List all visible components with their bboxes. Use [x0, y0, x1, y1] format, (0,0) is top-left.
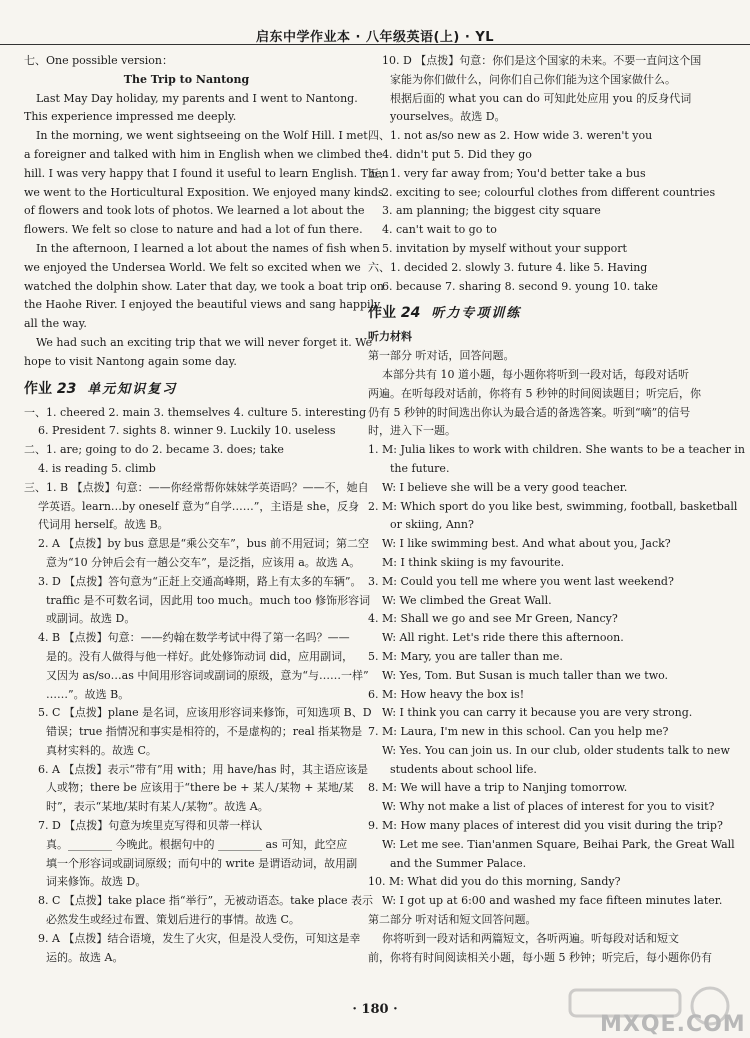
text-line: hope to visit Nantong again some day. [24, 354, 237, 368]
text-line: 真。________ 今晚此。根据句中的 ________ as 可知，此空应 [46, 837, 348, 851]
text-line: W: I believe she will be a very good teacher. [382, 480, 628, 494]
text-line: 学英语。learn…by oneself 意为“自学……”，主语是 she，反身 [38, 499, 360, 513]
text-line: W: All right. Let's ride there this afternoon. [382, 631, 624, 645]
text-line: 5. C 【点拨】plane 是名词，应该用形容词来修饰，可知选项 B、D [38, 706, 372, 720]
text-line: 前，你将有时间阅读相关小题，每小题 5 秒钟；听完后，每小题你仍有 [368, 950, 712, 964]
text-line: 7. D 【点拨】句意为埃里克写得和贝蒂一样认 [38, 819, 263, 833]
text-line: flowers. We felt so close to nature and had a lot of fun there. [24, 223, 363, 237]
text-line: 代词用 herself。故选 B。 [38, 518, 169, 532]
page-number: · 180 · [352, 1002, 398, 1017]
text-line: 是的。没有人做得与他一样好。此处修饰动词 did，应用副词， [46, 649, 354, 663]
text-line: 1. M: Julia likes to work with children. She wants to be a teacher in [368, 443, 745, 457]
text-line: 七、One possible version： [24, 54, 173, 67]
text-line: 时”，表示“某地/某时有某人/某物”。故选 A。 [46, 800, 269, 814]
text-line: W: Let me see. Tian'anmen Square, Beihai Park, the Great Wall [382, 837, 735, 851]
text-line: 你将听到一段对话和两篇短文，各听两遍。听每段对话和短文 [382, 931, 679, 945]
text-line: students about school life. [390, 762, 537, 776]
text-line: 四、1. not as/so new as 2. How wide 3. weren't you [368, 129, 653, 143]
text-line: W: I think you can carry it because you are very strong. [382, 706, 693, 720]
text-line: of flowers and took lots of photos. We learned a lot about the [24, 204, 365, 218]
text-line: 4. M: Shall we go and see Mr Green, Nancy? [368, 612, 618, 626]
text-line: W: Why not make a list of places of interest for you to visit? [382, 800, 715, 814]
text-line: 2. M: Which sport do you like best, swimming, football, basketball [368, 499, 738, 513]
text-line: 6. because 7. sharing 8. second 9. young 10. take [382, 279, 658, 293]
text-line: 二、1. are; going to do 2. became 3. does; take [24, 443, 284, 457]
text-line: This experience impressed me deeply. [24, 110, 237, 124]
text-line: We had such an exciting trip that we will never forget it. We [36, 335, 373, 349]
text-line: W: I like swimming best. And what about you, Jack? [382, 537, 671, 551]
text-line: 6. President 7. sights 8. winner 9. Luckily 10. useless [38, 424, 336, 438]
heading-subtitle: 单元知识复习 [87, 381, 178, 397]
answers-continued-block [368, 52, 716, 296]
text-line: 6. A 【点拨】表示“带有”用 with；用 have/has 时，其主语应该是 [38, 762, 368, 776]
text-line: 7. M: Laura, I'm new in this school. Can you help me? [368, 725, 669, 739]
right-column [368, 52, 745, 967]
text-line: 3. D 【点拨】答句意为“正赶上交通高峰期，路上有太多的车辆”。 [38, 574, 362, 588]
heading-number: 24 [400, 305, 421, 322]
text-line: 错误；true 指情况和事实是相符的，不是虚构的；real 指某物是 [46, 725, 363, 739]
text-line: 5. M: Mary, you are taller than me. [368, 649, 563, 663]
text-line: 8. C 【点拨】take place 指“举行”，无被动语态。take place 表示 [38, 894, 374, 908]
text-line: 2. A 【点拨】by bus 意思是“乘公交车”，bus 前不用冠词；第二空 [38, 537, 369, 551]
text-line: we enjoyed the Undersea World. We felt so excited when we [24, 260, 361, 274]
text-line: 填一个形容词或副词原级；而句中的 write 是谓语动词，故用副 [46, 856, 358, 870]
text-line: all the way. [24, 317, 87, 331]
text-line: 2. exciting to see; colourful clothes from different countries [382, 185, 716, 199]
text-line: 六、1. decided 2. slowly 3. future 4. like 5. Having [368, 260, 648, 274]
answers-block [24, 404, 374, 968]
text-line: 3. M: Could you tell me where you went last weekend? [368, 574, 674, 588]
text-line: 5. invitation by myself without your support [382, 241, 627, 255]
text-line: W: Yes. You can join us. In our club, older students talk to new [382, 743, 730, 757]
text-line: and the Summer Palace. [390, 856, 527, 870]
text-line: The Trip to Nantong [123, 72, 250, 86]
left-column [24, 52, 389, 967]
heading-subtitle: 听力专项训练 [431, 306, 522, 322]
text-line: M: I think skiing is my favourite. [382, 555, 565, 569]
text-line: 两遍。在听每段对话前，你将有 5 秒钟的时间阅读题目；听完后，你 [368, 386, 701, 400]
text-line: 第一部分 听对话，回答问题。 [368, 349, 515, 363]
text-line: 一、1. cheered 2. main 3. themselves 4. culture 5. interesting [24, 405, 367, 419]
text-line: 10. D 【点拨】句意：你们是这个国家的未来。不要一直问这个国 [382, 54, 702, 67]
text-line: In the afternoon, I learned a lot about the names of fish when [36, 241, 380, 255]
heading-prefix: 作业 [24, 380, 52, 397]
text-line: 第二部分 听对话和短文回答问题。 [368, 913, 537, 927]
page-header [0, 0, 750, 45]
text-line: 4. didn't put 5. Did they go [382, 147, 532, 161]
text-line: 五、1. very far away from; You'd better take a bus [368, 166, 646, 180]
text-line: 4. is reading 5. climb [38, 461, 156, 475]
text-line: a foreigner and talked with him in English when we climbed the [24, 147, 383, 161]
text-line: 又因为 as/so…as 中间用形容词或副词的原级，意为“与……一样” [46, 668, 369, 682]
text-line: 意为“10 分钟后会有一趟公交车”，是泛指，应该用 a。故选 A。 [46, 555, 361, 569]
text-line: 三、1. B 【点拨】句意：——你经常帮你妹妹学英语吗？——不，她自 [24, 480, 369, 494]
text-line: Last May Day holiday, my parents and I went to Nantong. [36, 91, 358, 105]
text-line: 时，进入下一题。 [368, 424, 456, 438]
section-heading-23 [24, 376, 349, 402]
watermark-text: MXQE.COM [600, 1012, 746, 1037]
text-line: 必然发生或经过布置、策划后进行的事情。故选 C。 [46, 913, 300, 927]
text-line: traffic 是不可数名词，因此用 too much。much too 修饰形容词 [46, 593, 371, 607]
text-line: W: Yes, Tom. But Susan is much taller than we two. [382, 668, 669, 682]
text-line: 6. M: How heavy the box is! [368, 687, 525, 701]
text-line: 根据后面的 what you can do 可知此处应用 you 的反身代词 [390, 91, 692, 105]
text-line: In the morning, we went sightseeing on the Wolf Hill. I met [36, 129, 368, 143]
text-line: watched the dolphin show. Later that day, we took a boat trip on [24, 279, 384, 293]
text-line: 听力材料 [368, 330, 412, 344]
text-line: 真材实料的。故选 C。 [46, 743, 157, 757]
text-line: 9. M: How many places of interest did you visit during the trip? [368, 819, 723, 833]
text-line: 4. B 【点拨】句意：——约翰在数学考试中得了第一名吗？—— [38, 631, 350, 645]
text-line: 3. am planning; the biggest city square [382, 204, 601, 218]
text-line: W: I got up at 6:00 and washed my face fifteen minutes later. [382, 894, 723, 908]
text-line: 或副词。故选 D。 [46, 612, 136, 626]
text-line: ……”。故选 B。 [46, 687, 130, 701]
text-line: the Haohe River. I enjoyed the beautiful views and sang happily [24, 298, 381, 312]
section-heading-24 [368, 300, 704, 326]
text-line: 仍有 5 秒钟的时间选出你认为最合适的备选答案。听到“嘀”的信号 [368, 405, 691, 419]
text-line: 家能为你们做什么，问你们自己你们能为这个国家做什么。 [390, 72, 676, 86]
text-line: W: We climbed the Great Wall. [382, 593, 552, 607]
text-line: yourselves。故选 D。 [390, 110, 506, 124]
text-line: 人或物；there be 应该用于“there be + 某人/某物 + 某地/某 [46, 781, 354, 795]
text-line: 10. M: What did you do this morning, Sandy? [368, 875, 621, 889]
text-line: 运的。故选 A。 [46, 950, 124, 964]
text-line: 词来修饰。故选 D。 [46, 875, 147, 889]
heading-number: 23 [56, 380, 77, 397]
listening-material-block [368, 328, 745, 967]
text-line: 9. A 【点拨】结合语境，发生了火灾，但是没人受伤，可知这是幸 [38, 931, 361, 945]
text-line: 8. M: We will have a trip to Nanjing tomorrow. [368, 781, 628, 795]
header-title: 启东中学作业本 · 八年级英语(上) · YL [255, 30, 495, 45]
heading-prefix: 作业 [368, 305, 396, 322]
text-line: or skiing, Ann? [390, 518, 474, 532]
text-line: we went to the Horticultural Exposition. We enjoyed many kinds [24, 185, 384, 199]
text-line: 4. can't wait to go to [382, 223, 497, 237]
text-line: the future. [390, 461, 450, 475]
text-line: hill. I was very happy that I found it useful to learn English. Then [24, 166, 389, 180]
text-line: 本部分共有 10 道小题，每小题你将听到一段对话，每段对话听 [382, 367, 689, 381]
